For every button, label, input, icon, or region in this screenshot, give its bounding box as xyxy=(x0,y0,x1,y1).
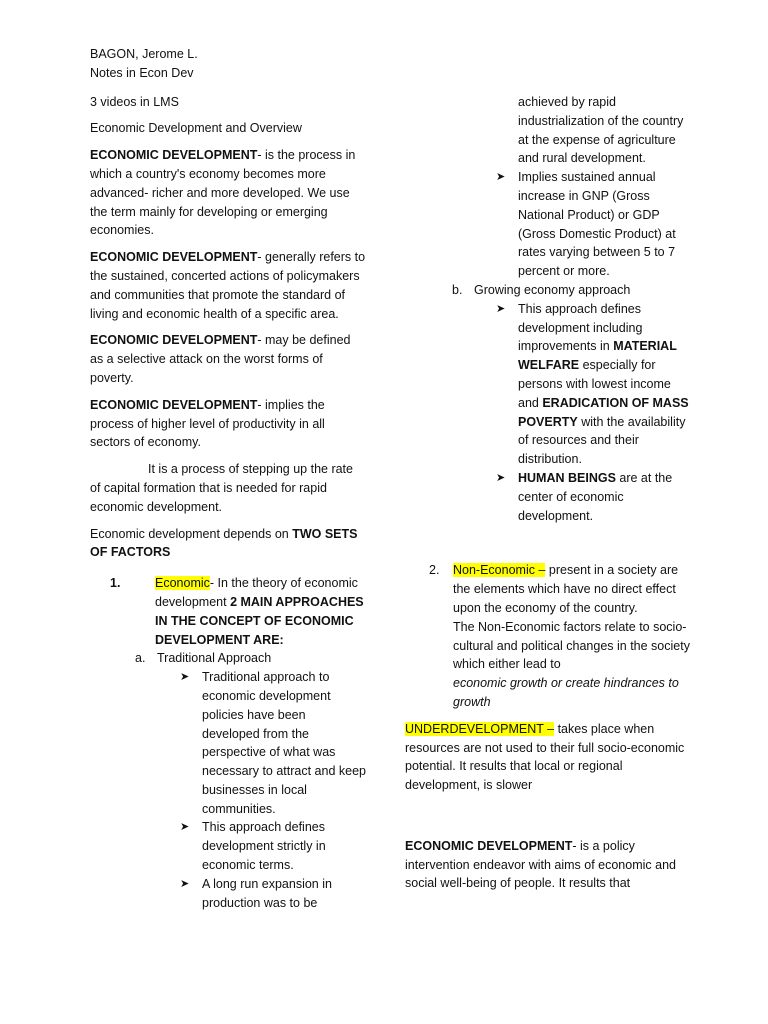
definition-1: ECONOMIC DEVELOPMENT- is the process in which a country's economy becomes more advanced- richer and more developed. We use the term mainly for developing or emerging economies. xyxy=(90,148,356,238)
arrowhead-bullet-icon: ➤ xyxy=(496,171,506,184)
list-number: 2. xyxy=(429,563,440,578)
videos-note: 3 videos in LMS xyxy=(90,94,179,109)
definition-3: ECONOMIC DEVELOPMENT- may be defined as a selective attack on the worst forms of poverty. xyxy=(90,333,351,385)
left-column xyxy=(90,45,366,912)
underdevelopment-term: UNDERDEVELOPMENT – xyxy=(405,721,555,736)
arrowhead-bullet-icon: ➤ xyxy=(180,821,190,834)
policy-definition: ECONOMIC DEVELOPMENT- is a policy intervention endeavor with aims of economic and social well-being of people. It results that xyxy=(405,838,676,891)
arrowhead-bullet-icon: ➤ xyxy=(180,877,190,890)
sub-label: a. xyxy=(135,651,146,666)
sub-label: b. xyxy=(452,282,463,297)
list-number: 1. xyxy=(110,576,121,591)
definition-term: ECONOMIC DEVELOPMENT xyxy=(90,148,258,163)
definition-term: ECONOMIC DEVELOPMENT xyxy=(90,250,258,265)
definition-term: ECONOMIC DEVELOPMENT xyxy=(90,333,258,348)
bullet-item: ➤ HUMAN BEINGS are at the center of economic development. xyxy=(496,469,690,525)
author-name: BAGON, Jerome L. xyxy=(90,47,198,61)
bullet-item: ➤ Traditional approach to economic development policies have been developed from the perspective of what was necessary to attract and keep businesses in local communities. xyxy=(180,668,366,818)
definition-term: ECONOMIC DEVELOPMENT xyxy=(405,838,573,853)
underdevelopment-paragraph: UNDERDEVELOPMENT – takes place when resources are not used to their full socio-economic potential. It results that local or regional development, is slower xyxy=(405,721,685,793)
bullet-item: ➤ Implies sustained annual increase in GNP (Gross National Product) or GDP (Gross Domestic Product) at rates varying between 5 to 7 percent or more. xyxy=(496,168,690,281)
factors-paragraph: Economic development depends on TWO SETS OF FACTORS xyxy=(90,526,358,560)
overview-heading: Economic Development and Overview xyxy=(90,121,302,136)
sub-title: Growing economy approach xyxy=(474,282,631,297)
capital-formation-paragraph: It is a process of stepping up the rate of capital formation that is needed for rapid economic development. xyxy=(90,462,353,514)
bullet-item: ➤ This approach defines development including improvements in MATERIAL WELFARE especially for persons with lowest income and ERADICATION OF MASS POVERTY with the availability of resources and their distribution. xyxy=(496,300,690,469)
sub-item-growing-economy xyxy=(452,281,690,300)
sub-title: Traditional Approach xyxy=(157,651,272,666)
definition-4: ECONOMIC DEVELOPMENT- implies the process of higher level of productivity in all sectors of economy. xyxy=(90,397,325,450)
list-item-economic: 1. Economic- In the theory of economic development 2 MAIN APPROACHES IN THE CONCEPT OF ECONOMIC DEVELOPMENT ARE: xyxy=(110,574,366,649)
continued-text: achieved by rapid industrialization of the country at the expense of agriculture and rural development. xyxy=(518,95,684,166)
definition-2: ECONOMIC DEVELOPMENT- generally refers to the sustained, concerted actions of policymakers and communities that promote the standard of living and economic health of a specific area. xyxy=(90,250,366,321)
bullet-item: ➤ A long run expansion in production was to be xyxy=(180,875,366,913)
economic-label: Economic xyxy=(155,576,210,591)
arrowhead-bullet-icon: ➤ xyxy=(496,302,506,315)
right-column xyxy=(405,93,690,901)
arrowhead-bullet-icon: ➤ xyxy=(496,471,506,484)
sub-item-traditional xyxy=(135,649,366,668)
notes-title: Notes in Econ Dev xyxy=(90,65,194,80)
arrowhead-bullet-icon: ➤ xyxy=(180,671,190,684)
non-economic-label: Non-Economic – xyxy=(453,563,546,578)
list-item-non-economic: 2. Non-Economic – present in a society are the elements which have no direct effect upon the economy of the country. The Non-Economic factors relate to socio-cultural and political changes in the society which either lead to economic growth or create hindrances to growth xyxy=(429,561,690,711)
bullet-item: ➤ This approach defines development strictly in economic terms. xyxy=(180,818,366,874)
definition-term: ECONOMIC DEVELOPMENT xyxy=(90,397,258,412)
